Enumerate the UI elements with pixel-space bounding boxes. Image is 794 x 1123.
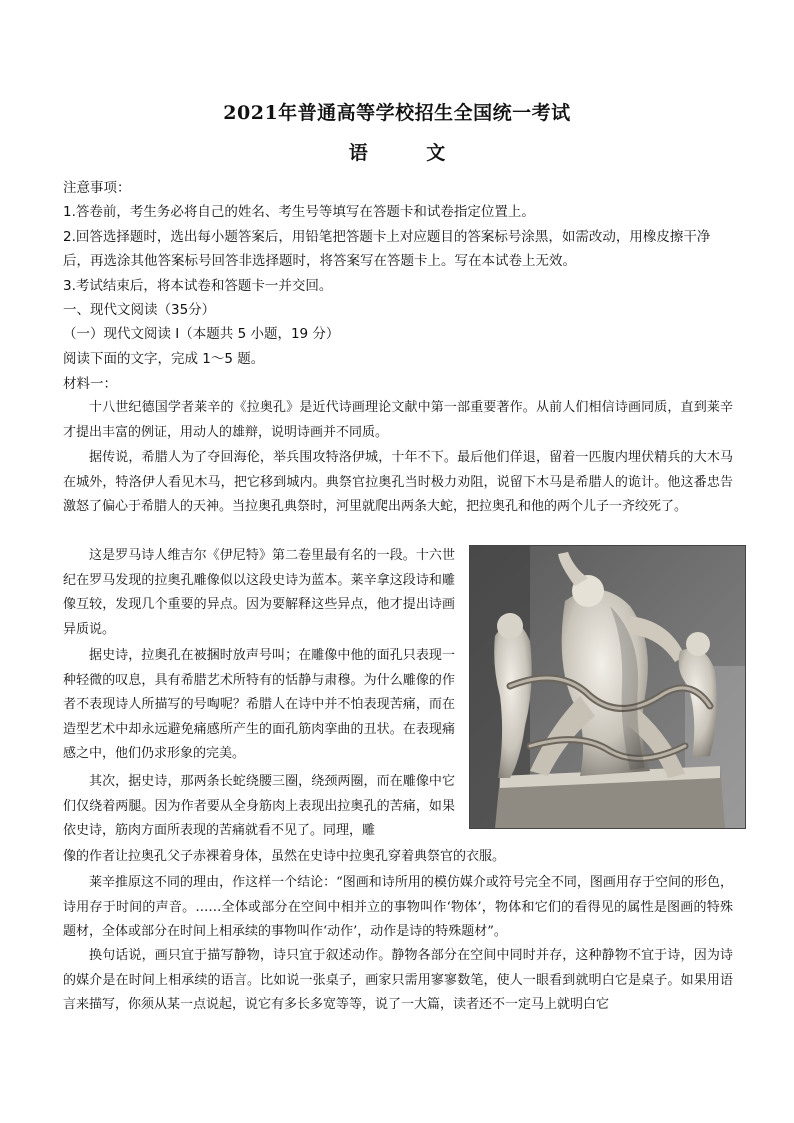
passage-paragraph-2: 据传说，希腊人为了夺回海伦，举兵围攻特洛伊城，十年不下。最后他们佯退，留着一匹腹内埋伏精兵的大木马在城外，特洛伊人看见木马，把它移到城内。典祭官拉奥孔当时极力劝阻，说留下木马是希腊人的诡计。他这番忠告激怒了偏心于希腊人的天神。当拉奥孔典祭时，河里就爬出两条大蛇，把拉奥孔和他的两个儿子一齐绞死了。 bbox=[63, 450, 733, 515]
notice-heading: 注意事项： bbox=[63, 180, 131, 196]
laocoon-statue-photo-icon bbox=[469, 545, 746, 829]
notice-item-2: 2.回答选择题时，选出每小题答案后，用铅笔把答题卡上对应题目的答案标号涂黑，如需改动，用橡皮擦干净 bbox=[63, 229, 711, 245]
sub-section-heading: （一）现代文阅读 I（本题共 5 小题，19 分） bbox=[63, 326, 340, 342]
passage-paragraph-5: 其次，据史诗，那两条长蛇绕腰三圈，绕颈两圈，而在雕像中它们仅绕着两腿。因为作者要从全身筋肉上表现出拉奥孔的苦痛，如果依史诗，筋肉方面所表现的苦痛就看不见了。同理，雕 bbox=[63, 774, 455, 839]
material-label: 材料一： bbox=[63, 376, 117, 392]
subject-title: 语 文 bbox=[348, 142, 472, 164]
notice-item-2-cont: 后，再选涂其他答案标号回答非选择题时，将答案写在答题卡上。写在本试卷上无效。 bbox=[63, 253, 576, 269]
passage-paragraph-7: 换句话说，画只宜于描写静物，诗只宜于叙述动作。静物各部分在空间中同时并存，这种静物不宜于诗，因为诗的媒介是在时间上相承续的语言。比如说一张桌子，画家只需用寥寥数笔，使人一眼看到就明白它是桌子。如果用语言来描写，你须从某一点说起，说它有多长多宽等等，说了一大篇，读者还不一定马上就明白它 bbox=[63, 948, 733, 1013]
passage-paragraph-5-cont: 像的作者让拉奥孔父子赤裸着身体，虽然在史诗中拉奥孔穿着典祭官的衣服。 bbox=[63, 849, 506, 864]
passage-paragraph-6: 莱辛推原这不同的理由，作这样一个结论：“图画和诗所用的模仿媒介或符号完全不同，图画用存于空间的形色，诗用存于时间的声音。……全体或部分在空间中相并立的事物叫作‘物体’，物体和它们的看得见的属性是图画的特殊题材，全体或部分在时间上相承续的事物叫作‘动作’，动作是诗的特殊题材”。 bbox=[63, 875, 733, 940]
passage-paragraph-3: 这是罗马诗人维吉尔《伊尼特》第二卷里最有名的一段。十六世纪在罗马发现的拉奥孔雕像似以这段史诗为蓝本。莱辛拿这段诗和雕像互较，发现几个重要的异点。因为要解释这些异点，他才提出诗画异质说。 bbox=[63, 548, 455, 637]
exam-title: 2021年普通高等学校招生全国统一考试 bbox=[223, 102, 571, 124]
reading-instruction: 阅读下面的文字，完成 1～5 题。 bbox=[63, 351, 265, 367]
notice-item-3: 3.考试结束后，将本试卷和答题卡一并交回。 bbox=[63, 278, 333, 294]
passage-paragraph-1: 十八世纪德国学者莱辛的《拉奥孔》是近代诗画理论文献中第一部重要著作。从前人们相信诗画同质，直到莱辛才提出丰富的例证，用动人的雄辩，说明诗画并不同质。 bbox=[63, 400, 733, 440]
passage-paragraph-4: 据史诗，拉奥孔在被捆时放声号叫；在雕像中他的面孔只表现一种轻微的叹息，具有希腊艺术所特有的恬静与肃穆。为什么雕像的作者不表现诗人所描写的号啕呢？希腊人在诗中并不怕表现苦痛，而在造型艺术中却永远避免痛感所产生的面孔筋肉挛曲的丑状。在表现痛感之中，他们仍求形象的完美。 bbox=[63, 648, 455, 762]
notice-item-1: 1.答卷前，考生务必将自己的姓名、考生号等填写在答题卡和试卷指定位置上。 bbox=[63, 204, 535, 220]
section-heading: 一、现代文阅读（35分） bbox=[63, 302, 216, 318]
